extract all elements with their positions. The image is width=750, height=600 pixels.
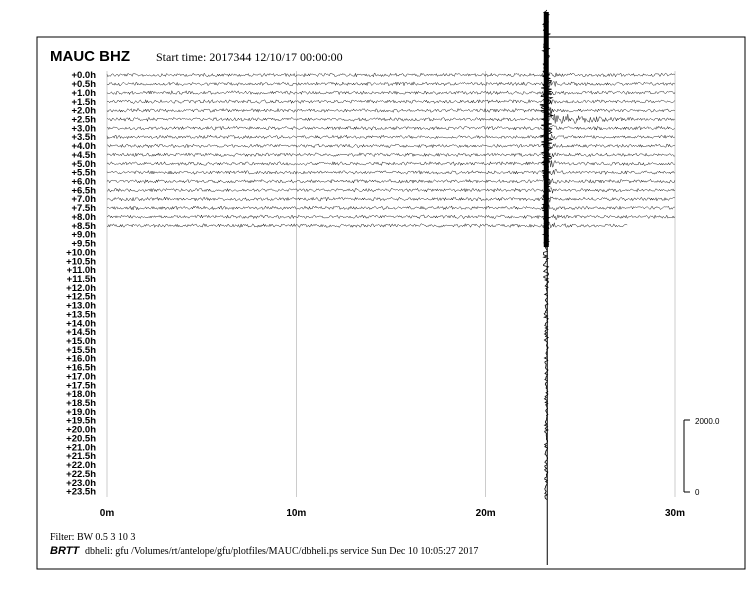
row-label: +9.0h	[71, 229, 96, 241]
amplitude-scale	[684, 417, 720, 497]
row-label: +22.5h	[66, 468, 96, 480]
row-label: +0.5h	[71, 79, 96, 91]
trace-row	[107, 179, 675, 184]
plot-info: dbheli: gfu /Volumes/rt/antelope/gfu/plotfiles/MAUC/dbheli.ps service Sun Dec 10 10:05:27 2017	[85, 546, 479, 557]
x-axis-ticks	[100, 508, 685, 519]
row-label: +22.0h	[66, 460, 96, 472]
trace-row	[107, 214, 675, 220]
row-label: +3.5h	[71, 132, 96, 144]
x-tick-label: 10m	[286, 508, 307, 519]
row-label: +10.5h	[66, 256, 96, 268]
row-label: +13.0h	[66, 300, 96, 312]
row-label: +17.0h	[66, 371, 96, 383]
row-label: +21.0h	[66, 442, 96, 454]
trace-row	[107, 205, 675, 211]
start-time-label: Start time: 2017344 12/10/17 00:00:00	[156, 50, 343, 64]
event-spike-core	[544, 12, 549, 247]
row-label: +12.5h	[66, 291, 96, 303]
row-label: +14.0h	[66, 318, 96, 330]
trace-row	[107, 125, 675, 130]
row-label: +16.5h	[66, 362, 96, 374]
x-tick-label: 0m	[99, 508, 115, 519]
brand-logo: BRTT	[50, 545, 80, 557]
row-label: +20.5h	[66, 433, 96, 445]
row-label: +8.0h	[71, 211, 96, 223]
row-label: +16.0h	[66, 353, 96, 365]
trace-row	[107, 98, 675, 104]
trace-row	[107, 72, 675, 77]
row-label: +10.0h	[66, 247, 96, 259]
row-label: +4.0h	[71, 141, 96, 153]
station-title: MAUC BHZ	[50, 48, 130, 65]
row-label: +23.5h	[66, 486, 96, 498]
row-label: +9.5h	[71, 238, 96, 250]
row-label: +4.5h	[71, 149, 96, 161]
row-label: +19.5h	[66, 415, 96, 427]
trace-row	[107, 110, 675, 123]
row-labels	[66, 70, 96, 497]
row-label: +15.0h	[66, 336, 96, 347]
row-label: +7.0h	[71, 194, 96, 206]
row-label: +15.5h	[66, 344, 96, 356]
row-label: +14.5h	[66, 327, 96, 339]
row-label: +6.5h	[71, 185, 96, 197]
minute-gridlines	[107, 71, 675, 497]
row-label: +3.0h	[71, 123, 96, 135]
trace-row	[107, 160, 675, 167]
row-label: +21.5h	[66, 451, 96, 463]
row-label: +18.5h	[66, 398, 96, 410]
row-label: +8.5h	[71, 220, 96, 232]
trace-row	[107, 188, 675, 193]
row-label: +7.5h	[71, 203, 96, 215]
row-label: +12.0h	[66, 282, 96, 294]
scale-bottom-label: 0	[695, 488, 700, 497]
row-label: +17.5h	[66, 380, 96, 392]
row-label: +11.0h	[66, 265, 96, 277]
row-label: +13.5h	[66, 309, 96, 321]
row-label: +5.0h	[71, 158, 96, 170]
row-label: +11.5h	[66, 273, 96, 285]
trace-row	[107, 196, 675, 202]
row-label: +1.0h	[71, 87, 96, 99]
filter-label: Filter: BW 0.5 3 10 3	[50, 532, 136, 543]
row-label: +6.0h	[71, 176, 96, 188]
row-label: +18.0h	[66, 389, 96, 401]
trace-row	[107, 134, 675, 139]
row-label: +19.0h	[66, 406, 96, 418]
trace-row	[107, 107, 675, 114]
row-label: +2.0h	[71, 105, 96, 117]
scale-top-label: 2000.0	[695, 417, 720, 426]
trace-row	[107, 144, 675, 148]
trace-row	[107, 153, 675, 158]
trace-row	[107, 90, 675, 96]
row-label: +5.5h	[71, 167, 96, 179]
row-label: +23.0h	[66, 477, 96, 489]
trace-row	[107, 169, 675, 175]
trace-row	[107, 81, 675, 87]
x-tick-label: 20m	[475, 508, 496, 519]
row-label: +20.0h	[66, 424, 96, 436]
outer-frame	[37, 37, 745, 569]
seismic-traces	[107, 10, 675, 565]
row-label: +0.0h	[71, 70, 96, 82]
x-tick-label: 30m	[664, 508, 686, 519]
row-label: +1.5h	[71, 96, 96, 108]
row-label: +2.5h	[71, 114, 96, 126]
